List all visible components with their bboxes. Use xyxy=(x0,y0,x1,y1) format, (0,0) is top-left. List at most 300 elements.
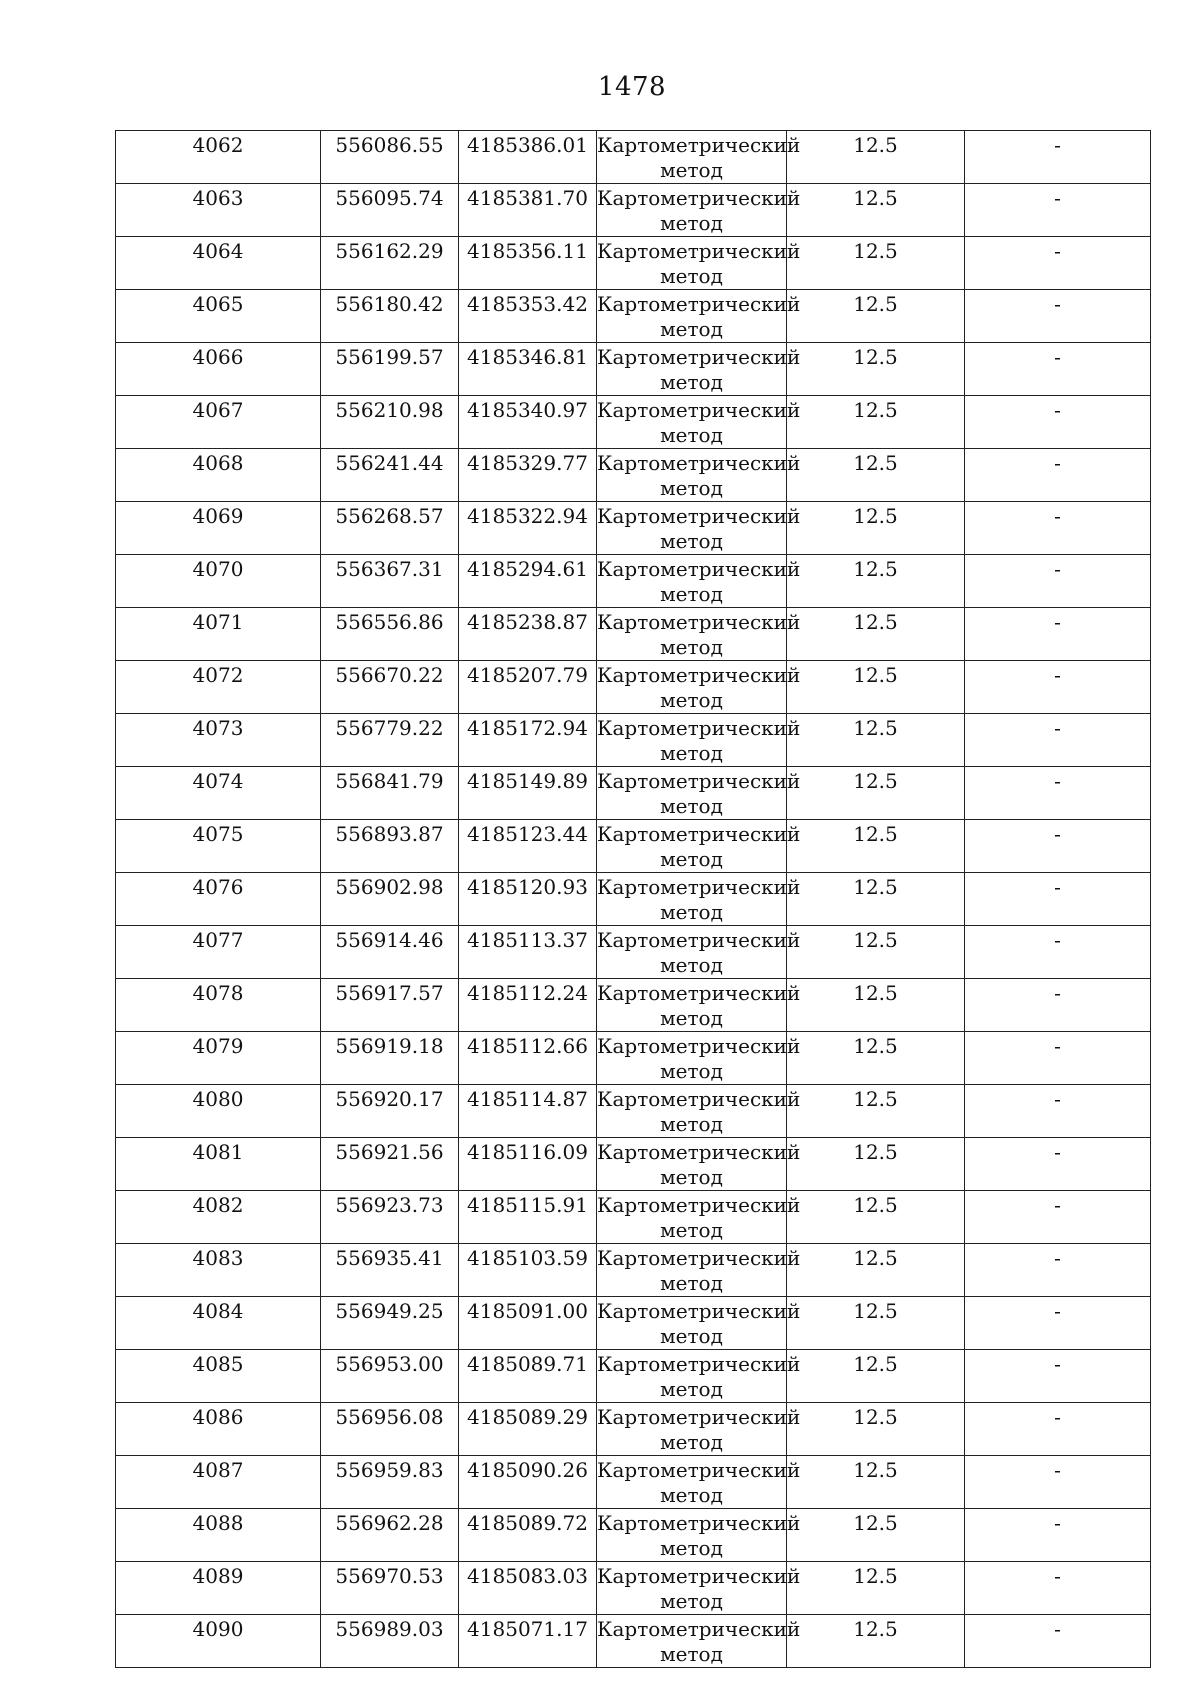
point-number: 4089 xyxy=(192,1564,244,1588)
point-number-cell xyxy=(116,873,321,926)
y-coordinate-cell xyxy=(459,1350,597,1403)
accuracy: 12.5 xyxy=(853,239,898,263)
note: - xyxy=(1054,1034,1061,1058)
x-coordinate: 556367.31 xyxy=(335,557,444,581)
method-line-2: метод xyxy=(660,1483,723,1507)
note-cell xyxy=(965,926,1151,979)
note-cell xyxy=(965,767,1151,820)
x-coordinate-cell xyxy=(321,608,459,661)
note: - xyxy=(1054,1352,1061,1376)
x-coordinate-cell xyxy=(321,979,459,1032)
method-cell xyxy=(597,343,801,396)
method-cell xyxy=(597,1350,801,1403)
method-line-1: Картометрический xyxy=(597,186,801,210)
method-cell xyxy=(597,1244,801,1297)
x-coordinate-cell xyxy=(321,290,459,343)
accuracy: 12.5 xyxy=(853,610,898,634)
method-line-1: Картометрический xyxy=(597,1299,801,1323)
method-line-1: Картометрический xyxy=(597,1511,801,1535)
point-number: 4090 xyxy=(192,1617,244,1641)
table-row xyxy=(116,290,1151,343)
method-line-2: метод xyxy=(660,1324,723,1348)
note-cell xyxy=(965,555,1151,608)
y-coordinate: 4185207.79 xyxy=(467,663,588,687)
y-coordinate: 4185381.70 xyxy=(467,186,588,210)
x-coordinate: 556962.28 xyxy=(335,1511,444,1535)
point-number-cell xyxy=(116,1562,321,1615)
note-cell xyxy=(965,1297,1151,1350)
point-number: 4082 xyxy=(192,1193,244,1217)
x-coordinate-cell xyxy=(321,1615,459,1668)
method-line-2: метод xyxy=(660,476,723,500)
accuracy-cell xyxy=(787,873,965,926)
method xyxy=(597,1562,801,1614)
method-line-2: метод xyxy=(660,953,723,977)
accuracy: 12.5 xyxy=(853,769,898,793)
point-number-cell xyxy=(116,926,321,979)
table-row xyxy=(116,1191,1151,1244)
method-line-1: Картометрический xyxy=(597,610,801,634)
table-row xyxy=(116,1138,1151,1191)
accuracy-cell xyxy=(787,661,965,714)
accuracy: 12.5 xyxy=(853,292,898,316)
method-line-2: метод xyxy=(660,1536,723,1560)
y-coordinate: 4185083.03 xyxy=(467,1564,588,1588)
method-line-1: Картометрический xyxy=(597,1246,801,1270)
method-line-2: метод xyxy=(660,688,723,712)
note-cell xyxy=(965,343,1151,396)
x-coordinate: 556670.22 xyxy=(335,663,444,687)
x-coordinate-cell xyxy=(321,1297,459,1350)
accuracy-cell xyxy=(787,926,965,979)
point-number-cell xyxy=(116,608,321,661)
method-line-1: Картометрический xyxy=(597,133,801,157)
x-coordinate: 556920.17 xyxy=(335,1087,444,1111)
y-coordinate: 4185149.89 xyxy=(467,769,588,793)
point-number: 4071 xyxy=(192,610,244,634)
method-line-2: метод xyxy=(660,370,723,394)
point-number-cell xyxy=(116,343,321,396)
method-line-2: метод xyxy=(660,423,723,447)
point-number-cell xyxy=(116,131,321,184)
y-coordinate: 4185090.26 xyxy=(467,1458,588,1482)
method xyxy=(597,979,801,1031)
y-coordinate-cell xyxy=(459,131,597,184)
method xyxy=(597,1032,801,1084)
method-cell xyxy=(597,131,801,184)
method-line-1: Картометрический xyxy=(597,1034,801,1058)
x-coordinate-cell xyxy=(321,1191,459,1244)
note: - xyxy=(1054,769,1061,793)
method-cell xyxy=(597,449,801,502)
method-line-2: метод xyxy=(660,211,723,235)
point-number: 4067 xyxy=(192,398,244,422)
method xyxy=(597,873,801,925)
method xyxy=(597,1456,801,1508)
accuracy: 12.5 xyxy=(853,663,898,687)
x-coordinate: 556921.56 xyxy=(335,1140,444,1164)
y-coordinate: 4185089.71 xyxy=(467,1352,588,1376)
x-coordinate-cell xyxy=(321,396,459,449)
table-row xyxy=(116,1350,1151,1403)
x-coordinate-cell xyxy=(321,820,459,873)
point-number-cell xyxy=(116,184,321,237)
note-cell xyxy=(965,396,1151,449)
note-cell xyxy=(965,1403,1151,1456)
method-line-2: метод xyxy=(660,317,723,341)
y-coordinate-cell xyxy=(459,1509,597,1562)
note: - xyxy=(1054,822,1061,846)
point-number: 4085 xyxy=(192,1352,244,1376)
accuracy: 12.5 xyxy=(853,875,898,899)
method-line-2: метод xyxy=(660,1589,723,1613)
note-cell xyxy=(965,714,1151,767)
accuracy-cell xyxy=(787,502,965,555)
point-number: 4088 xyxy=(192,1511,244,1535)
point-number: 4063 xyxy=(192,186,244,210)
accuracy-cell xyxy=(787,343,965,396)
method-line-1: Картометрический xyxy=(597,1352,801,1376)
y-coordinate-cell xyxy=(459,555,597,608)
note-cell xyxy=(965,1191,1151,1244)
x-coordinate: 556956.08 xyxy=(335,1405,444,1429)
accuracy: 12.5 xyxy=(853,1405,898,1429)
method xyxy=(597,396,801,448)
x-coordinate-cell xyxy=(321,184,459,237)
x-coordinate-cell xyxy=(321,1244,459,1297)
accuracy-cell xyxy=(787,820,965,873)
y-coordinate: 4185112.24 xyxy=(467,981,588,1005)
method-cell xyxy=(597,1456,801,1509)
note: - xyxy=(1054,1458,1061,1482)
method-cell xyxy=(597,290,801,343)
y-coordinate: 4185113.37 xyxy=(467,928,588,952)
note-cell xyxy=(965,979,1151,1032)
method xyxy=(597,237,801,289)
y-coordinate: 4185115.91 xyxy=(467,1193,588,1217)
point-number: 4062 xyxy=(192,133,244,157)
y-coordinate: 4185356.11 xyxy=(467,239,588,263)
x-coordinate: 556556.86 xyxy=(335,610,444,634)
method-line-2: метод xyxy=(660,794,723,818)
x-coordinate-cell xyxy=(321,767,459,820)
point-number: 4076 xyxy=(192,875,244,899)
method-cell xyxy=(597,767,801,820)
y-coordinate-cell xyxy=(459,1032,597,1085)
point-number-cell xyxy=(116,396,321,449)
accuracy: 12.5 xyxy=(853,1352,898,1376)
x-coordinate-cell xyxy=(321,926,459,979)
note-cell xyxy=(965,873,1151,926)
y-coordinate: 4185091.00 xyxy=(467,1299,588,1323)
note: - xyxy=(1054,875,1061,899)
accuracy-cell xyxy=(787,608,965,661)
y-coordinate-cell xyxy=(459,1244,597,1297)
method-cell xyxy=(597,1191,801,1244)
point-number-cell xyxy=(116,237,321,290)
point-number-cell xyxy=(116,449,321,502)
x-coordinate-cell xyxy=(321,1456,459,1509)
x-coordinate-cell xyxy=(321,1562,459,1615)
method-line-2: метод xyxy=(660,900,723,924)
point-number: 4068 xyxy=(192,451,244,475)
note: - xyxy=(1054,1246,1061,1270)
table-row xyxy=(116,502,1151,555)
accuracy: 12.5 xyxy=(853,557,898,581)
note-cell xyxy=(965,1032,1151,1085)
point-number: 4065 xyxy=(192,292,244,316)
table-row xyxy=(116,1032,1151,1085)
accuracy-cell xyxy=(787,1297,965,1350)
point-number: 4086 xyxy=(192,1405,244,1429)
accuracy-cell xyxy=(787,237,965,290)
x-coordinate: 556989.03 xyxy=(335,1617,444,1641)
note-cell xyxy=(965,1615,1151,1668)
method-line-1: Картометрический xyxy=(597,1405,801,1429)
note: - xyxy=(1054,610,1061,634)
y-coordinate: 4185114.87 xyxy=(467,1087,588,1111)
method xyxy=(597,608,801,660)
x-coordinate-cell xyxy=(321,343,459,396)
accuracy-cell xyxy=(787,131,965,184)
method-line-1: Картометрический xyxy=(597,1087,801,1111)
x-coordinate-cell xyxy=(321,873,459,926)
table-row xyxy=(116,661,1151,714)
note: - xyxy=(1054,186,1061,210)
x-coordinate: 556180.42 xyxy=(335,292,444,316)
point-number-cell xyxy=(116,820,321,873)
y-coordinate-cell xyxy=(459,396,597,449)
y-coordinate-cell xyxy=(459,1456,597,1509)
note-cell xyxy=(965,237,1151,290)
method-line-2: метод xyxy=(660,635,723,659)
accuracy-cell xyxy=(787,1350,965,1403)
accuracy-cell xyxy=(787,396,965,449)
method-cell xyxy=(597,1138,801,1191)
method-line-2: метод xyxy=(660,529,723,553)
accuracy: 12.5 xyxy=(853,451,898,475)
method-line-2: метод xyxy=(660,1218,723,1242)
accuracy: 12.5 xyxy=(853,345,898,369)
note-cell xyxy=(965,502,1151,555)
method-line-1: Картометрический xyxy=(597,663,801,687)
method-cell xyxy=(597,1297,801,1350)
note: - xyxy=(1054,239,1061,263)
y-coordinate-cell xyxy=(459,926,597,979)
point-number-cell xyxy=(116,1456,321,1509)
y-coordinate-cell xyxy=(459,1562,597,1615)
method xyxy=(597,714,801,766)
method-line-1: Картометрический xyxy=(597,822,801,846)
method xyxy=(597,1191,801,1243)
x-coordinate-cell xyxy=(321,714,459,767)
y-coordinate-cell xyxy=(459,714,597,767)
accuracy-cell xyxy=(787,979,965,1032)
accuracy-cell xyxy=(787,1032,965,1085)
y-coordinate: 4185123.44 xyxy=(467,822,588,846)
x-coordinate-cell xyxy=(321,661,459,714)
method-line-1: Картометрический xyxy=(597,1617,801,1641)
table-row xyxy=(116,926,1151,979)
accuracy: 12.5 xyxy=(853,822,898,846)
coordinates-table xyxy=(115,130,1151,1668)
x-coordinate: 556162.29 xyxy=(335,239,444,263)
method-cell xyxy=(597,502,801,555)
accuracy-cell xyxy=(787,290,965,343)
x-coordinate: 556095.74 xyxy=(335,186,444,210)
accuracy-cell xyxy=(787,1403,965,1456)
accuracy-cell xyxy=(787,1615,965,1668)
point-number: 4066 xyxy=(192,345,244,369)
accuracy: 12.5 xyxy=(853,1617,898,1641)
x-coordinate: 556914.46 xyxy=(335,928,444,952)
x-coordinate: 556959.83 xyxy=(335,1458,444,1482)
accuracy: 12.5 xyxy=(853,186,898,210)
accuracy-cell xyxy=(787,714,965,767)
method-cell xyxy=(597,1615,801,1668)
method-line-2: метод xyxy=(660,1165,723,1189)
y-coordinate: 4185089.72 xyxy=(467,1511,588,1535)
note-cell xyxy=(965,1350,1151,1403)
accuracy: 12.5 xyxy=(853,928,898,952)
point-number: 4064 xyxy=(192,239,244,263)
note: - xyxy=(1054,1405,1061,1429)
point-number-cell xyxy=(116,1138,321,1191)
table-row xyxy=(116,1456,1151,1509)
table-body xyxy=(116,131,1151,1668)
note-cell xyxy=(965,820,1151,873)
y-coordinate-cell xyxy=(459,1615,597,1668)
note: - xyxy=(1054,1564,1061,1588)
y-coordinate-cell xyxy=(459,873,597,926)
x-coordinate: 556210.98 xyxy=(335,398,444,422)
method-cell xyxy=(597,714,801,767)
point-number: 4081 xyxy=(192,1140,244,1164)
y-coordinate: 4185340.97 xyxy=(467,398,588,422)
method-line-1: Картометрический xyxy=(597,451,801,475)
accuracy: 12.5 xyxy=(853,1140,898,1164)
method xyxy=(597,1509,801,1561)
x-coordinate-cell xyxy=(321,449,459,502)
point-number: 4074 xyxy=(192,769,244,793)
method xyxy=(597,767,801,819)
accuracy-cell xyxy=(787,184,965,237)
point-number-cell xyxy=(116,1085,321,1138)
x-coordinate: 556949.25 xyxy=(335,1299,444,1323)
method-line-2: метод xyxy=(660,741,723,765)
point-number: 4084 xyxy=(192,1299,244,1323)
y-coordinate: 4185172.94 xyxy=(467,716,588,740)
method-line-2: метод xyxy=(660,1112,723,1136)
method-line-2: метод xyxy=(660,1271,723,1295)
x-coordinate: 556935.41 xyxy=(335,1246,444,1270)
note: - xyxy=(1054,928,1061,952)
method-cell xyxy=(597,926,801,979)
table-row xyxy=(116,1403,1151,1456)
accuracy-cell xyxy=(787,555,965,608)
table-row xyxy=(116,343,1151,396)
note: - xyxy=(1054,345,1061,369)
y-coordinate: 4185238.87 xyxy=(467,610,588,634)
accuracy-cell xyxy=(787,449,965,502)
point-number-cell xyxy=(116,1403,321,1456)
method-line-2: метод xyxy=(660,847,723,871)
table-row xyxy=(116,1244,1151,1297)
method xyxy=(597,343,801,395)
method-cell xyxy=(597,237,801,290)
y-coordinate-cell xyxy=(459,343,597,396)
method-line-1: Картометрический xyxy=(597,292,801,316)
accuracy: 12.5 xyxy=(853,398,898,422)
method-line-1: Картометрический xyxy=(597,875,801,899)
table-row xyxy=(116,1085,1151,1138)
note-cell xyxy=(965,1562,1151,1615)
y-coordinate: 4185071.17 xyxy=(467,1617,588,1641)
x-coordinate: 556953.00 xyxy=(335,1352,444,1376)
x-coordinate-cell xyxy=(321,502,459,555)
method-cell xyxy=(597,396,801,449)
table-row xyxy=(116,449,1151,502)
y-coordinate: 4185120.93 xyxy=(467,875,588,899)
method-line-2: метод xyxy=(660,264,723,288)
point-number: 4083 xyxy=(192,1246,244,1270)
accuracy-cell xyxy=(787,1509,965,1562)
note: - xyxy=(1054,451,1061,475)
method-line-1: Картометрический xyxy=(597,928,801,952)
x-coordinate-cell xyxy=(321,1085,459,1138)
x-coordinate: 556779.22 xyxy=(335,716,444,740)
note: - xyxy=(1054,1299,1061,1323)
y-coordinate: 4185346.81 xyxy=(467,345,588,369)
accuracy: 12.5 xyxy=(853,981,898,1005)
x-coordinate: 556241.44 xyxy=(335,451,444,475)
note: - xyxy=(1054,981,1061,1005)
point-number-cell xyxy=(116,1350,321,1403)
method xyxy=(597,131,801,183)
accuracy-cell xyxy=(787,1191,965,1244)
method-line-2: метод xyxy=(660,1059,723,1083)
accuracy-cell xyxy=(787,1562,965,1615)
method-line-2: метод xyxy=(660,1430,723,1454)
method xyxy=(597,555,801,607)
note: - xyxy=(1054,557,1061,581)
method-line-1: Картометрический xyxy=(597,239,801,263)
y-coordinate-cell xyxy=(459,184,597,237)
note: - xyxy=(1054,1140,1061,1164)
y-coordinate-cell xyxy=(459,237,597,290)
y-coordinate: 4185103.59 xyxy=(467,1246,588,1270)
note: - xyxy=(1054,1511,1061,1535)
table-row xyxy=(116,608,1151,661)
method xyxy=(597,1615,801,1667)
method-cell xyxy=(597,1509,801,1562)
note-cell xyxy=(965,184,1151,237)
accuracy-cell xyxy=(787,1138,965,1191)
note: - xyxy=(1054,504,1061,528)
y-coordinate-cell xyxy=(459,449,597,502)
method xyxy=(597,449,801,501)
x-coordinate: 556923.73 xyxy=(335,1193,444,1217)
method-line-1: Картометрический xyxy=(597,504,801,528)
table-row xyxy=(116,1509,1151,1562)
note-cell xyxy=(965,290,1151,343)
note: - xyxy=(1054,133,1061,157)
point-number-cell xyxy=(116,1615,321,1668)
note-cell xyxy=(965,1085,1151,1138)
note-cell xyxy=(965,449,1151,502)
accuracy: 12.5 xyxy=(853,716,898,740)
y-coordinate: 4185322.94 xyxy=(467,504,588,528)
